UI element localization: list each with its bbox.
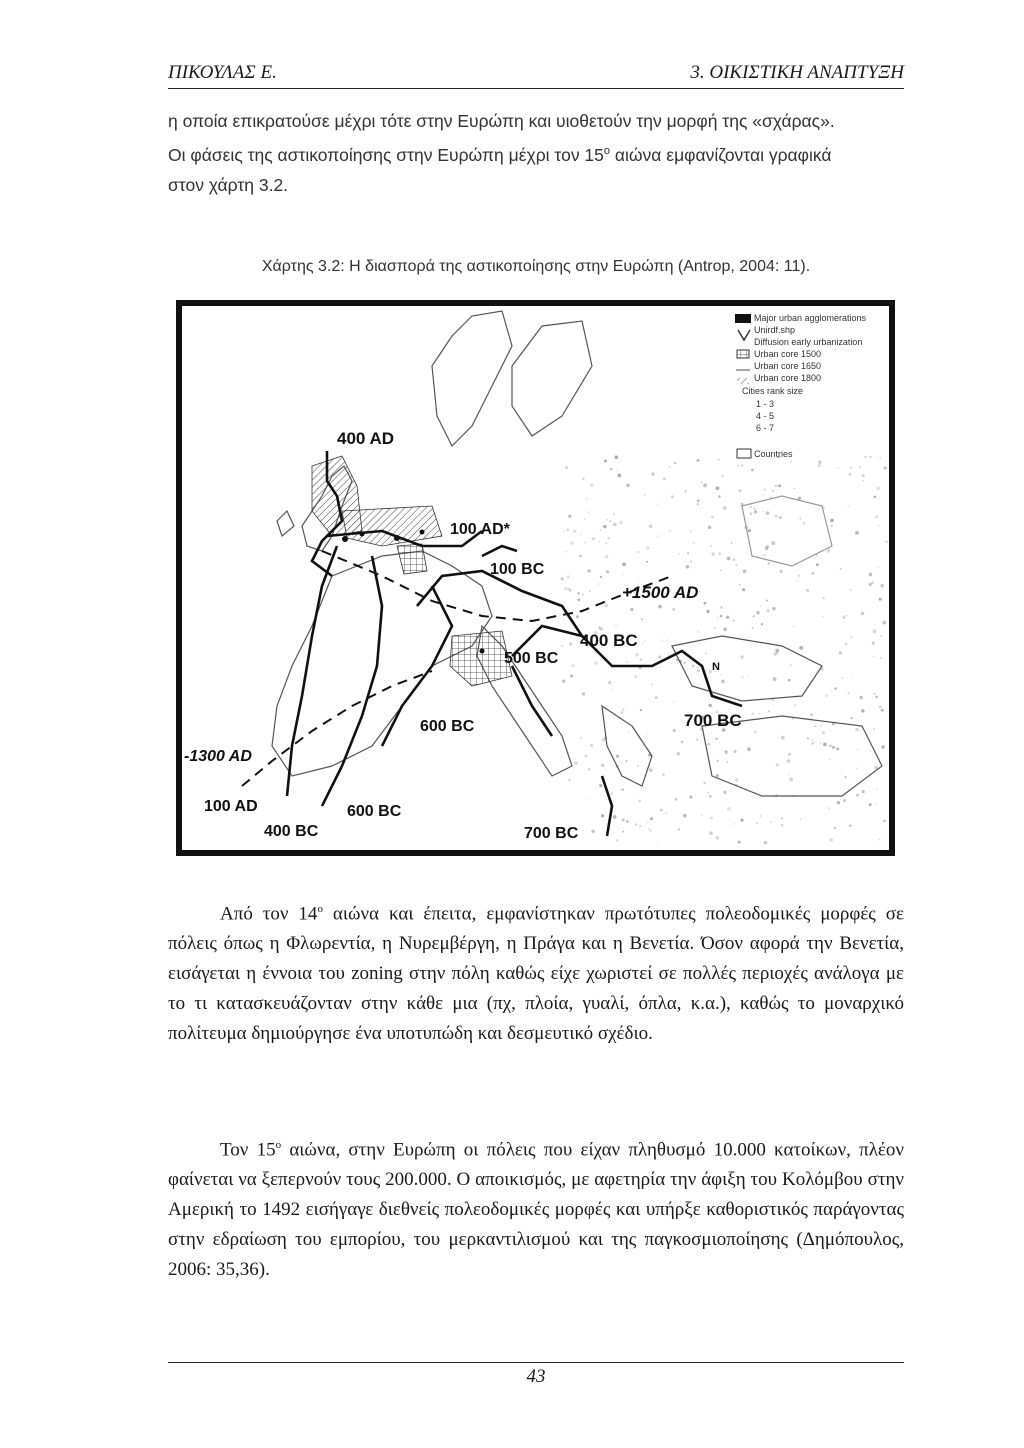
para1-sup: ο [317, 903, 323, 915]
para2-sup: ο [275, 1139, 282, 1151]
legend-swatch-diffusion [738, 330, 750, 340]
intro-line-3: στον χάρτη 3.2. [168, 174, 289, 195]
line-1300ad [242, 671, 432, 786]
urban-core-lowlands [342, 506, 442, 546]
map-caption: Χάρτης 3.2: Η διασπορά της αστικοποίησης στην Ευρώπη (Antrop, 2004: 11). [261, 258, 811, 275]
line-700bc-south [602, 776, 612, 836]
paragraph-15th-century [168, 1130, 904, 1285]
header-author: ΠΙΚΟΥΛΑΣ Ε. [168, 62, 277, 83]
label-600bc: 600 BC [347, 803, 402, 820]
label-700bc-south: 700 BC [524, 825, 579, 842]
intro-line-2a: Οι φάσεις της αστικοποίησης στην Ευρώπη μέχρι τον 15 [168, 144, 604, 165]
legend-item-9: 6 - 7 [756, 423, 775, 433]
page-header [168, 58, 904, 89]
label-400bc-west: 400 BC [264, 823, 319, 840]
label-500bc: 500 BC [504, 650, 559, 667]
label-700bc: 700 BC [684, 711, 742, 730]
urban-core-italy [450, 631, 512, 686]
urban-core-rhine [397, 544, 427, 574]
legend-item-1: Unirdf.shp [754, 325, 796, 335]
legend-item-2: Diffusion early urbanization [754, 337, 863, 347]
legend-item-4: Urban core 1650 [754, 361, 822, 371]
label-400ad: 400 AD [337, 429, 395, 448]
label-north: N [712, 661, 720, 673]
map-stipple [561, 455, 888, 846]
legend-swatch-countries [737, 449, 751, 458]
europe-urbanization-map [176, 300, 895, 856]
legend-item-0: Major urban agglomerations [754, 313, 867, 323]
para1-body: αιώνα και έπειτα, εμφανίστηκαν πρωτότυπες πολεοδομικές μορφές σε πόλεις όπως η Φλωρεντία, η Νυρεμβέργη, η Πράγα και η Βενετία. Όσον αφορά την Βενετία, εισάγεται η έννοια του zoning στην πόλη καθώς είχε χωριστεί σε πολλές περιοχές ανάλογα με το τι κατασκευάζονταν στην κάθε μια (πχ, πλοία, γυαλί, όπλα, κ.α.), καθώς το μοναρχικό πολίτευμα δημιούργησε ένα υποτυπώδη και δεσμευτικό σχέδιο. [168, 903, 904, 1045]
map-coastlines [272, 311, 882, 796]
intro-line-2b: αιώνα εμφανίζονται γραφικά [610, 144, 832, 165]
paragraph-14th-century [168, 894, 904, 1049]
label-100ad-west: 100 AD [204, 798, 258, 815]
label-400bc: 400 BC [580, 631, 638, 650]
legend-swatch-1500 [737, 350, 749, 358]
para1-start: Από τον 14 [220, 903, 318, 925]
header-chapter: 3. ΟΙΚΙΣΤΙΚΗ ΑΝΑΠΤΥΞΗ [690, 62, 904, 83]
legend-item-6: Cities rank size [742, 386, 804, 396]
legend-item-3: Urban core 1500 [754, 349, 822, 359]
label-600bc-italy: 600 BC [420, 718, 475, 735]
para2-start: Τον 15 [220, 1139, 276, 1161]
map-legend [735, 313, 867, 459]
page-number: 43 [526, 1366, 546, 1387]
legend-swatch-agglomerations [735, 314, 751, 323]
label-1300ad: -1300 AD [184, 748, 252, 765]
footer-rule [168, 1362, 904, 1363]
intro-line-2-sup: ο [603, 145, 611, 157]
para2-body: αιώνα, στην Ευρώπη οι πόλεις που είχαν πληθυσμό 10.000 κατοίκων, πλέον φαίνεται να ξεπερνούν τους 200.000. Ο αποικισμός, με αφετηρία την άφιξη του Κολόμβου στην Αμερική το 1492 εισήγαγε διεθνείς πολεοδομικές μορφές και υπήρξε καθοριστικός παράγοντας στην εδραίωση του εμπορίου, του μερκαντιλισμού και της παγκοσμιοποίησης (Δημόπουλος, 2006: 35,36). [168, 1139, 904, 1281]
legend-item-7: 1 - 3 [756, 399, 775, 409]
legend-swatch-1800 [737, 378, 749, 384]
legend-item-5: Urban core 1800 [754, 373, 822, 383]
intro-paragraph [168, 106, 904, 200]
line-400bc-west [322, 556, 382, 806]
line-100bc [482, 546, 517, 556]
intro-line-1: η οποία επικρατούσε μέχρι τότε στην Ευρώπη και υιοθετούν την μορφή της «σχάρας». [168, 111, 835, 131]
legend-item-10: Countries [754, 449, 793, 459]
label-100bc: 100 BC [490, 561, 545, 578]
legend-item-8: 4 - 5 [756, 411, 775, 421]
label-100ad: 100 AD* [450, 521, 510, 538]
label-1500ad: +1500 AD [622, 583, 699, 602]
intro-line-2 [168, 136, 904, 170]
map-drawing [182, 306, 889, 850]
